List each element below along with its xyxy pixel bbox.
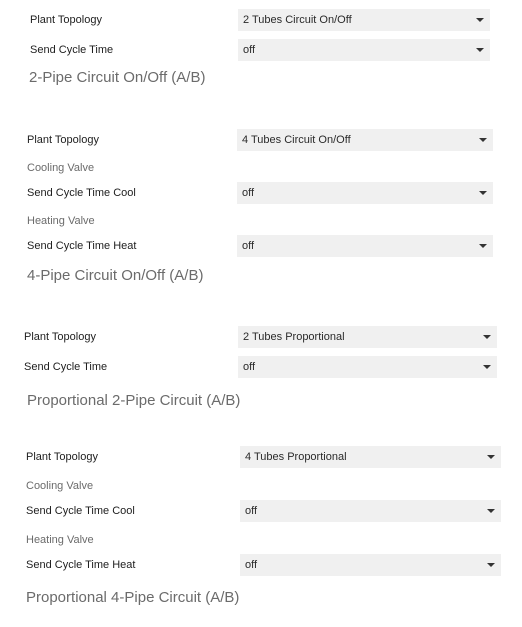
send-cycle-time-value: off — [243, 44, 256, 56]
heating-valve-heading: Heating Valve — [26, 534, 94, 546]
send-cycle-time-cool-value: off — [242, 187, 255, 199]
send-cycle-time-cool-row-4pipe-proportional — [0, 500, 522, 522]
send-cycle-time-label: Send Cycle Time — [30, 44, 114, 56]
chevron-down-icon — [483, 365, 491, 369]
plant-topology-value: 2 Tubes Circuit On/Off — [243, 14, 352, 26]
send-cycle-time-cool-value: off — [245, 505, 258, 517]
plant-topology-select[interactable] — [238, 9, 490, 31]
plant-topology-label: Plant Topology — [27, 134, 99, 146]
figure-caption-4pipe-onoff: 4-Pipe Circuit On/Off (A/B) — [27, 267, 204, 284]
send-cycle-time-row-2pipe-onoff — [0, 39, 522, 61]
send-cycle-time-cool-select[interactable] — [240, 500, 501, 522]
cooling-valve-heading: Cooling Valve — [26, 480, 94, 492]
send-cycle-time-heat-row-4pipe-proportional — [0, 554, 522, 576]
plant-topology-row-2pipe-onoff — [0, 9, 522, 31]
plant-topology-select[interactable] — [238, 326, 497, 348]
plant-topology-label: Plant Topology — [30, 14, 102, 26]
send-cycle-time-value: off — [243, 361, 256, 373]
send-cycle-time-heat-row-4pipe-onoff — [0, 235, 522, 257]
figure-caption-4pipe-proportional: Proportional 4-Pipe Circuit (A/B) — [26, 589, 240, 606]
chevron-down-icon — [479, 244, 487, 248]
plant-topology-select[interactable] — [240, 446, 501, 468]
send-cycle-time-cool-select[interactable] — [237, 182, 493, 204]
heating-valve-heading: Heating Valve — [27, 215, 95, 227]
send-cycle-time-heat-label: Send Cycle Time Heat — [26, 559, 136, 571]
chevron-down-icon — [476, 18, 484, 22]
plant-topology-label: Plant Topology — [24, 331, 96, 343]
chevron-down-icon — [476, 48, 484, 52]
chevron-down-icon — [479, 191, 487, 195]
figure-caption-2pipe-proportional: Proportional 2-Pipe Circuit (A/B) — [27, 392, 241, 409]
send-cycle-time-select[interactable] — [238, 356, 497, 378]
plant-topology-row-2pipe-proportional — [0, 326, 522, 348]
send-cycle-time-heat-value: off — [245, 559, 258, 571]
plant-topology-select[interactable] — [237, 129, 493, 151]
plant-topology-value: 4 Tubes Proportional — [245, 451, 347, 463]
send-cycle-time-select[interactable] — [238, 39, 490, 61]
send-cycle-time-label: Send Cycle Time — [24, 361, 108, 373]
send-cycle-time-cool-row-4pipe-onoff — [0, 182, 522, 204]
send-cycle-time-heat-label: Send Cycle Time Heat — [27, 240, 137, 252]
send-cycle-time-heat-select[interactable] — [237, 235, 493, 257]
plant-topology-row-4pipe-onoff — [0, 129, 522, 151]
plant-topology-label: Plant Topology — [26, 451, 98, 463]
plant-topology-row-4pipe-proportional — [0, 446, 522, 468]
chevron-down-icon — [483, 335, 491, 339]
chevron-down-icon — [487, 509, 495, 513]
send-cycle-time-heat-value: off — [242, 240, 255, 252]
plant-topology-value: 2 Tubes Proportional — [243, 331, 345, 343]
send-cycle-time-cool-label: Send Cycle Time Cool — [27, 187, 136, 199]
chevron-down-icon — [487, 455, 495, 459]
chevron-down-icon — [479, 138, 487, 142]
send-cycle-time-row-2pipe-proportional — [0, 356, 522, 378]
chevron-down-icon — [487, 563, 495, 567]
plant-topology-value: 4 Tubes Circuit On/Off — [242, 134, 351, 146]
cooling-valve-heading: Cooling Valve — [27, 162, 95, 174]
send-cycle-time-heat-select[interactable] — [240, 554, 501, 576]
send-cycle-time-cool-label: Send Cycle Time Cool — [26, 505, 135, 517]
figure-caption-2pipe-onoff: 2-Pipe Circuit On/Off (A/B) — [29, 69, 206, 86]
